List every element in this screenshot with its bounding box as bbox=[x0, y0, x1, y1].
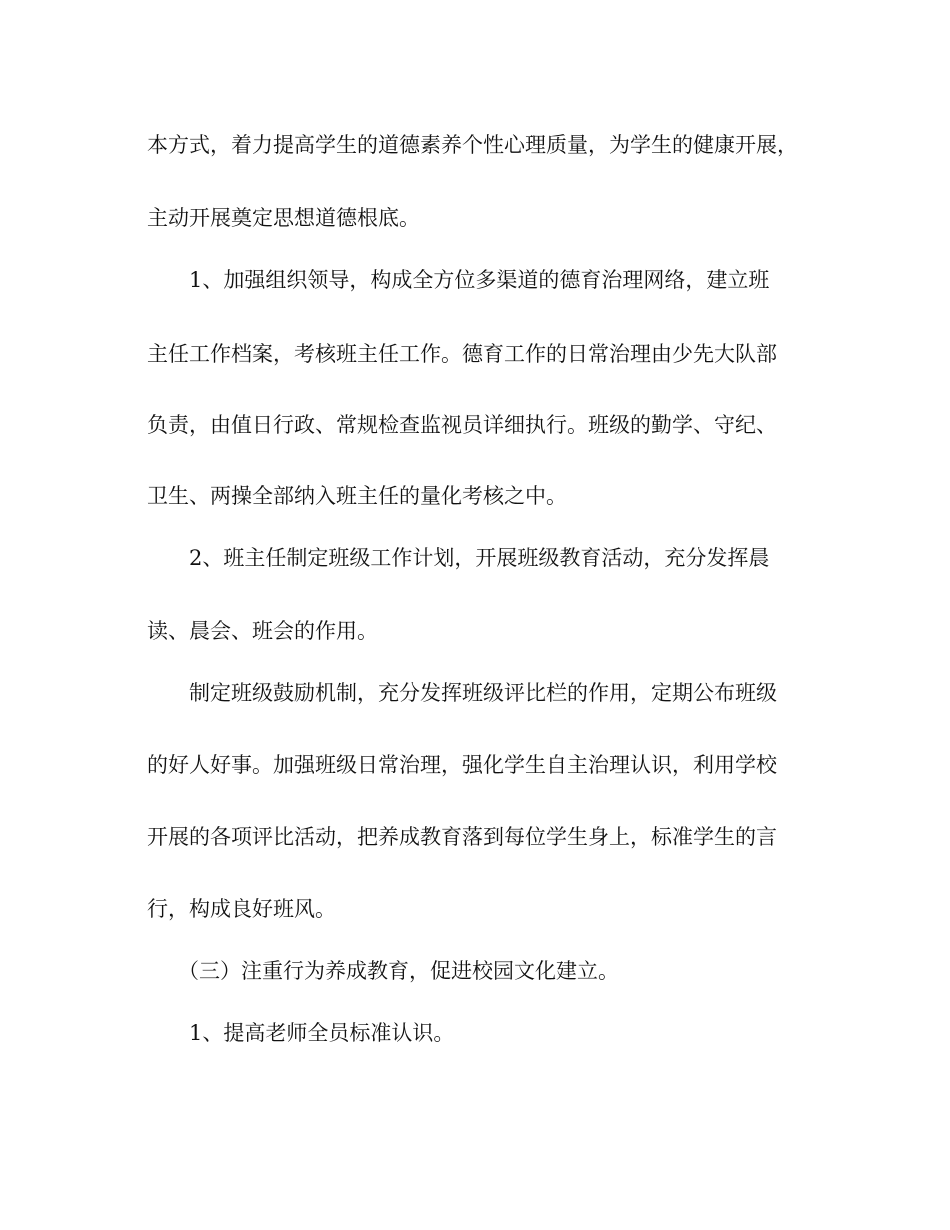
text-line: 读、晨会、班会的作用。 bbox=[147, 619, 378, 643]
text-line: 2、班主任制定班级工作计划，开展班级教育活动，充分发挥晨 bbox=[189, 546, 770, 570]
text-line: 1、加强组织领导，构成全方位多渠道的德育治理网络，建立班 bbox=[189, 268, 770, 292]
text-line: 卫生、两操全部纳入班主任的量化考核之中。 bbox=[147, 484, 567, 508]
text-line: 1、提高老师全员标准认识。 bbox=[189, 1021, 455, 1045]
section-heading: （三）注重行为养成教育，促进校园文化建立。 bbox=[178, 959, 619, 983]
text-line: 行，构成良好班风。 bbox=[147, 897, 336, 921]
text-line: 负责，由值日行政、常规检查监视员详细执行。班级的勤学、守纪、 bbox=[147, 413, 777, 437]
text-line: 制定班级鼓励机制，充分发挥班级评比栏的作用，定期公布班级 bbox=[189, 681, 777, 705]
text-line: 主任工作档案，考核班主任工作。德育工作的日常治理由少先大队部 bbox=[147, 342, 777, 366]
text-line: 主动开展奠定思想道德根底。 bbox=[147, 206, 420, 230]
text-line: 本方式，着力提高学生的道德素养个性心理质量，为学生的健康开展， bbox=[147, 133, 798, 157]
text-line: 开展的各项评比活动，把养成教育落到每位学生身上，标准学生的言 bbox=[147, 825, 777, 849]
text-line: 的好人好事。加强班级日常治理，强化学生自主治理认识，利用学校 bbox=[147, 753, 777, 777]
